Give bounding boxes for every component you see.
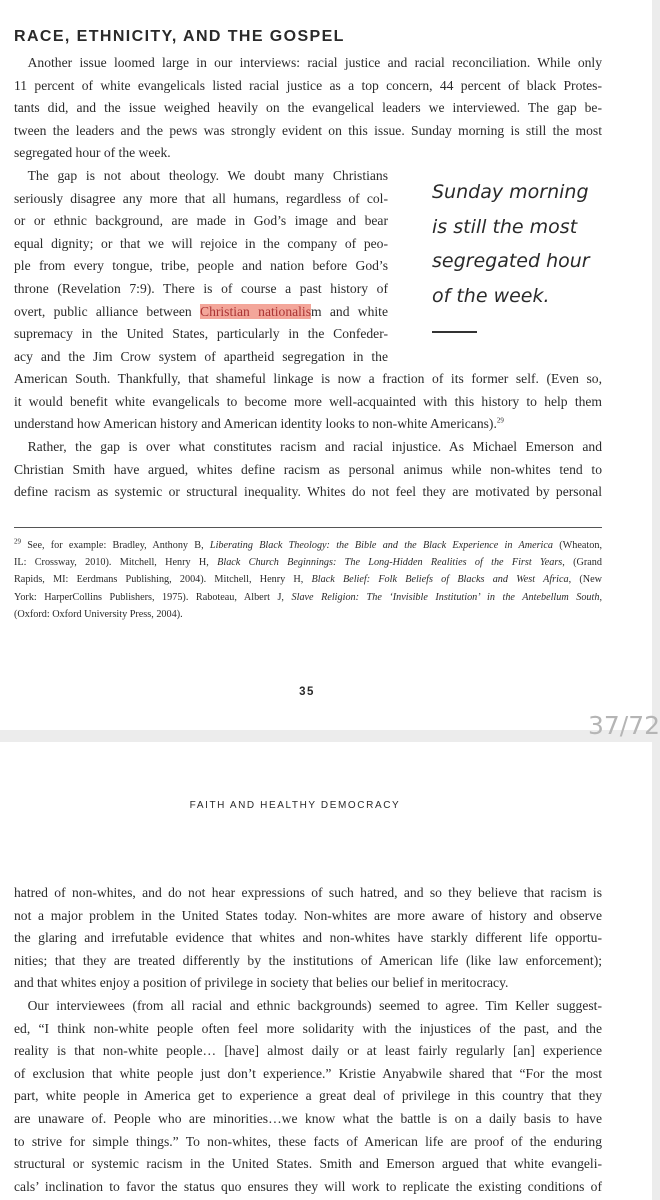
text-segment: , (Grand [562, 557, 602, 569]
text-line: Another issue loomed large in our interviews: racial justice and racial reconciliation. While only [14, 55, 602, 70]
page-indicator: 37/72 [588, 711, 660, 740]
footnote-number: 29 [14, 537, 21, 546]
text-line: hatred of non-whites, and do not hear expressions of such hatred, and so they believe that racism is [14, 885, 602, 900]
book-page-36 [0, 742, 652, 1200]
text-line-with-highlight [14, 301, 388, 324]
paragraph-1 [14, 52, 602, 165]
text-segment: York: HarperCollins Publishers, 1975). Raboteau, Albert J, [14, 591, 292, 603]
book-title: Black Belief: Folk Beliefs of Blacks and West Africa [311, 574, 569, 586]
text-line: define racism as systemic or structural inequality. Whites do not feel they are motivated by personal [14, 484, 602, 500]
text-segment: See, for example: Bradley, Anthony B, [21, 540, 210, 551]
footnote-line [14, 571, 602, 588]
text-segment: , [599, 591, 602, 603]
book-title: Slave Religion: The ‘Invisible Institution’ in the Antebellum South [291, 591, 600, 603]
running-head: FAITH AND HEALTHY DEMOCRACY [189, 800, 401, 811]
text-line: tants did, and the issue weighed heavily on the evangelical leaders we interviewed. The gap be- [14, 100, 602, 116]
footnote-ref[interactable]: 29 [496, 416, 504, 425]
text-segment: m and white [311, 303, 388, 319]
pull-quote-rule [432, 331, 477, 333]
text-line: not a major problem in the United States today. Non-whites are more aware of history and observe [14, 907, 602, 923]
text-line: Our interviewees (from all racial and ethnic backgrounds) seemed to agree. Tim Keller suggest- [14, 998, 602, 1013]
text-line: Rather, the gap is over what constitutes racism and racial injustice. As Michael Emerson and [14, 439, 602, 454]
footnote-line: (Oxford: Oxford University Press, 2004). [14, 608, 183, 620]
footnote-line [14, 589, 602, 606]
footnote-line [14, 537, 602, 554]
text-segment: (Wheaton, [553, 540, 602, 551]
book-title: Black Church Beginnings: The Long-Hidden Realities of the First Years [217, 557, 563, 569]
text-segment: understand how American history and American identity looks to non-white Americans). [14, 416, 497, 432]
text-line: and that whites enjoy a position of privilege in society that belies our belief in meritocracy. [14, 975, 509, 991]
text-segment: IL: Crossway, 2010). Mitchell, Henry H, [14, 557, 218, 569]
highlighted-text[interactable]: Christian nationalis [200, 303, 312, 319]
text-line: it would benefit white evangelicals to become more well-acquainted with this history to help them [14, 393, 602, 409]
text-line: acy and the Jim Crow system of apartheid segregation in the [14, 348, 388, 364]
text-line: Christian Smith have argued, whites define racism as personal animus while non-whites tend to [14, 461, 602, 477]
text-line: cals’ inclination to favor the status quo ensures they will work to replicate the existing conditions of [14, 1178, 602, 1194]
text-line: 11 percent of white evangelicals listed racial justice as a top concern, 44 percent of black Protes- [14, 77, 602, 93]
text-line: nities; that they are treated differently by the institutions of American life (like law enforcement); [14, 952, 602, 968]
text-line [14, 413, 602, 436]
text-segment: Rapids, MI: Eerdmans Publishing, 2004). Mitchell, Henry H, [14, 574, 312, 586]
text-line: segregated hour of the week. [14, 145, 171, 161]
text-segment: , (New [568, 574, 602, 586]
text-line: tween the leaders and the pews was strongly evident on this issue. Sunday morning is still the most [14, 122, 602, 138]
text-line: equal dignity; or that we will rejoice in the company of peo- [14, 235, 388, 251]
text-line: ed, “I think non-white people often feel more solidarity with the injustices of the past, and the [14, 1020, 602, 1036]
text-line: part, white people in America get to experience a great deal of privilege in this country that they [14, 1088, 602, 1104]
text-segment: overt, public alliance between [14, 303, 201, 319]
text-line: throne (Revelation 7:9). There is of course a past history of [14, 280, 388, 296]
text-line: or or ethnic background, are made in God’s image and bear [14, 213, 388, 229]
text-line: to strive for simple things.” To non-whites, these facts of American life are proof of the enduring [14, 1133, 602, 1149]
page-number: 35 [299, 686, 315, 698]
paragraph-2-full-part [14, 368, 602, 436]
paragraph-1 [14, 882, 602, 995]
paragraph-2-wrapped-part [14, 165, 388, 368]
text-line: structural or systemic racism in the United States. Smith and Emerson argued that white evangeli- [14, 1156, 602, 1172]
text-line: of exclusion that white people just don’t experience.” Kristie Anyabwile shared that “For the most [14, 1065, 602, 1081]
text-line: American South. Thankfully, that shameful linkage is now a fraction of its former self. (Even so, [14, 371, 602, 386]
paragraph-3 [14, 436, 602, 504]
text-line: supremacy in the United States, particularly in the Confeder- [14, 326, 388, 342]
book-title: Liberating Black Theology: the Bible and the Black Experience in America [209, 540, 554, 551]
footnote-29 [14, 537, 602, 623]
text-line: are unaware of. People who are minorities…we know what the battle is on a daily basis to have [14, 1110, 602, 1126]
footnote-divider [14, 527, 602, 528]
text-line: the glaring and irrefutable evidence that whites and non-whites have starkly different life opportu- [14, 930, 602, 946]
text-line: ple from every tongue, tribe, people and nation before God’s [14, 258, 388, 274]
paragraph-2 [14, 995, 602, 1198]
text-line: The gap is not about theology. We doubt many Christians [14, 168, 388, 183]
text-line: reality is that non-white people… [have] almost daily or at least fairly regularly [an] experience [14, 1043, 602, 1059]
section-heading: RACE, ETHNICITY, AND THE GOSPEL [14, 28, 345, 45]
pull-quote: Sunday morning is still the most segregated hour of the week. [432, 181, 590, 307]
text-line: seriously disagree any more that all humans, regardless of col- [14, 190, 388, 206]
footnote-line [14, 554, 602, 571]
